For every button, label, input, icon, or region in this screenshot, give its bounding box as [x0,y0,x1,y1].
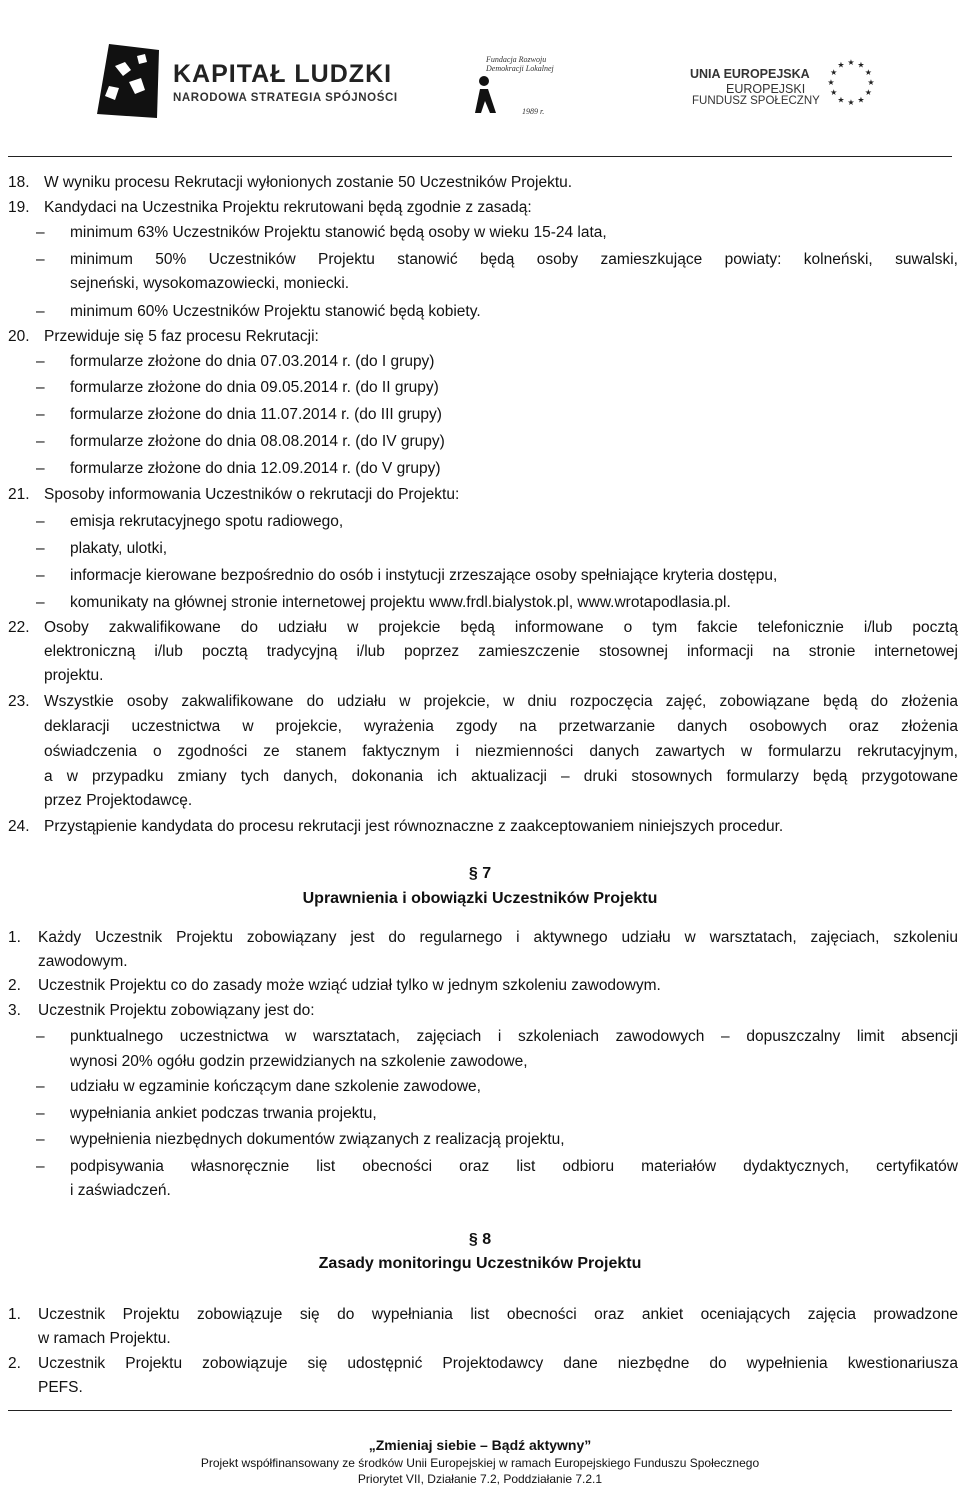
item-number: 2. [8,1355,21,1372]
item-text: W wyniku procesu Rekrutacji wyłonionych zostanie 50 Uczestników Projektu. [44,174,573,191]
section-8-number: § 8 [468,1231,492,1248]
list-item-cont: i zaświadczeń. [70,1182,171,1199]
list-item: formularze złożone do dnia 12.09.2014 r. (do V grupy) [70,460,441,477]
list-item: informacje kierowane bezpośrednio do osób i instytucji zrzeszające osoby spełniające kryteria dostępu, [70,567,778,584]
eu-star-icon: ★ [857,60,865,70]
item-text-cont: zawodowym. [38,953,128,970]
item-number: 18. [8,174,30,191]
item-text-cont: a w przypadku zmiany tych danych, dokonania ich aktualizacji – druki stosownych formularzy będą przygotowane [44,768,958,785]
dash-bullet: – [36,1105,45,1122]
eu-star-icon: ★ [864,88,872,97]
list-item: emisja rekrutacyjnego spotu radiowego, [70,513,344,530]
item-number: 2. [8,977,21,994]
item-text: Wszystkie osoby zakwalifikowane do udziału w projekcie, w dniu rozpoczęcia zajęć, zobowiązane będą do złożenia [44,693,958,710]
list-item: formularze złożone do dnia 11.07.2014 r. (do III grupy) [70,406,442,423]
item-text: Sposoby informowania Uczestników o rekrutacji do Projektu: [44,486,460,503]
footer-priority: Priorytet VII, Działanie 7.2, Poddziałanie 7.2.1 [357,1472,603,1486]
page-header [0,0,960,160]
section-7-number: § 7 [468,865,492,882]
dash-bullet: – [36,406,45,423]
dash-bullet: – [36,460,45,477]
item-number: 1. [8,929,21,946]
item-number: 23. [8,693,30,710]
item-text-cont: przez Projektodawcę. [44,792,193,809]
dash-bullet: – [36,251,45,268]
dash-bullet: – [36,594,45,611]
item-text-cont: elektroniczną i/lub pocztą tradycyjną i/lub poprzez zamieszczenie stosownej informacji na stronie internetowej [44,643,958,660]
list-item: punktualnego uczestnictwa w warsztatach, zajęciach i szkoleniach zawodowych – dopuszczalny limit absencji [70,1028,958,1045]
item-text: Każdy Uczestnik Projektu zobowiązany jest do regularnego i aktywnego udziału w warsztatach, zajęciach, szkoleniu [38,929,958,946]
dash-bullet: – [36,1078,45,1095]
item-text: Uczestnik Projektu zobowiązuje się do wypełniania list obecności oraz ankiet oceniających zajęcia prowadzone [38,1306,958,1323]
list-item: wypełniania ankiet podczas trwania projektu, [70,1105,377,1122]
item-text: Przystąpienie kandydata do procesu rekrutacji jest równoznaczne z zaakceptowaniem niniejszych procedur. [44,818,784,835]
footer-slogan: „Zmieniaj siebie – Bądź aktywny” [368,1437,592,1453]
eu-star-icon: ★ [864,68,872,77]
item-number: 19. [8,199,30,216]
eu-logo [690,55,890,115]
list-item: udziału w egzaminie kończącym dane szkolenie zawodowe, [70,1078,481,1095]
item-text: Uczestnik Projektu zobowiązany jest do: [38,1002,315,1019]
list-item: minimum 50% Uczestników Projektu stanowić będą osoby zamieszkujące powiaty: kolneński, suwalski, [70,251,958,268]
list-item: minimum 60% Uczestników Projektu stanowić będą kobiety. [70,303,481,320]
frdl-figure-icon [474,75,500,115]
frdl-name-line2: Demokracji Lokalnej [486,64,554,73]
dash-bullet: – [36,1158,45,1175]
item-number: 20. [8,328,30,345]
dash-bullet: – [36,379,45,396]
item-text-cont: w ramach Projektu. [38,1330,171,1347]
eu-star-icon: ★ [830,88,838,97]
item-text: Przewiduje się 5 faz procesu Rekrutacji: [44,328,319,345]
list-item-cont: wynosi 20% ogółu godzin przewidzianych na szkolenie zawodowe, [70,1053,528,1070]
list-item: formularze złożone do dnia 07.03.2014 r. (do I grupy) [70,353,435,370]
item-number: 22. [8,619,30,636]
dash-bullet: – [36,567,45,584]
item-text: Osoby zakwalifikowane do udziału w projekcie będą informowane o tym fakcie telefonicznie i/lub pocztą [44,619,958,636]
section-8-title: Zasady monitoringu Uczestników Projektu [318,1255,642,1272]
list-item: podpisywania własnoręcznie list obecności oraz list odbioru materiałów dydaktycznych, certyfikatów [70,1158,958,1175]
list-item: formularze złożone do dnia 08.08.2014 r. (do IV grupy) [70,433,445,450]
dash-bullet: – [36,224,45,241]
footer-divider [8,1410,952,1411]
item-text: Uczestnik Projektu zobowiązuje się udostępnić Projektodawcy dane niezbędne do wypełnienia kwestionariusza [38,1355,958,1372]
list-item: komunikaty na głównej stronie internetowej projektu www.frdl.bialystok.pl, www.wrotapodlasia.pl. [70,594,731,611]
eu-star-icon: ★ [837,95,845,105]
kapital-ludzki-title: KAPITAŁ LUDZKI [173,60,393,88]
item-number: 24. [8,818,30,835]
dash-bullet: – [36,1131,45,1148]
eu-star-icon: ★ [867,78,875,87]
item-number: 1. [8,1306,21,1323]
dash-bullet: – [36,540,45,557]
item-text: Kandydaci na Uczestnika Projektu rekrutowani będą zgodnie z zasadą: [44,199,532,216]
eu-line2: EUROPEJSKI [726,82,806,96]
item-text-cont: projektu. [44,667,104,684]
kapital-ludzki-logo [95,40,398,120]
dash-bullet: – [36,303,45,320]
eu-line3: FUNDUSZ SPOŁECZNY [692,95,820,107]
eu-star-icon: ★ [837,60,845,70]
frdl-logo [470,55,554,116]
item-number: 3. [8,1002,21,1019]
list-item-cont: sejneński, wysokomazowiecki, moniecki. [70,275,350,292]
dash-bullet: – [36,353,45,370]
footer-funding: Projekt współfinansowany ze środków Unii Europejskiej w ramach Europejskiego Funduszu Społecznego [200,1456,760,1470]
kapital-ludzki-subtitle: NARODOWA STRATEGIA SPÓJNOŚCI [173,92,398,104]
kapital-ludzki-mark-icon [95,42,159,120]
eu-star-icon: ★ [847,98,855,107]
item-number: 21. [8,486,30,503]
eu-stars-icon [818,55,884,109]
list-item: minimum 63% Uczestników Projektu stanowić będą osoby w wieku 15-24 lata, [70,224,607,241]
eu-star-icon: ★ [857,95,865,105]
list-item: plakaty, ulotki, [70,540,168,557]
frdl-year: 1989 r. [522,107,545,116]
dash-bullet: – [36,513,45,530]
eu-star-icon: ★ [830,68,838,77]
item-text-cont: deklaracji uczestnictwa w projekcie, wyrażenia zgody na przetwarzanie danych osobowych oraz złożenia [44,718,958,735]
item-text: Uczestnik Projektu co do zasady może wziąć udział tylko w jednym szkoleniu zawodowym. [38,977,661,994]
list-item: formularze złożone do dnia 09.05.2014 r. (do II grupy) [70,379,439,396]
frdl-name-line1: Fundacja Rozwoju [486,55,547,64]
item-text-cont: oświadczenia o zgodności ze stanem faktycznym i niezmienności danych zawartych w formularzu rekrutacyjnym, [44,743,958,760]
item-text-cont: PEFS. [38,1379,83,1396]
section-7-title: Uprawnienia i obowiązki Uczestników Projektu [302,890,658,907]
eu-star-icon: ★ [827,78,835,87]
dash-bullet: – [36,1028,45,1045]
eu-star-icon: ★ [847,58,855,67]
eu-line1: UNIA EUROPEJSKA [690,67,810,81]
dash-bullet: – [36,433,45,450]
header-divider [8,156,952,157]
list-item: wypełnienia niezbędnych dokumentów związanych z realizacją projektu, [70,1131,565,1148]
